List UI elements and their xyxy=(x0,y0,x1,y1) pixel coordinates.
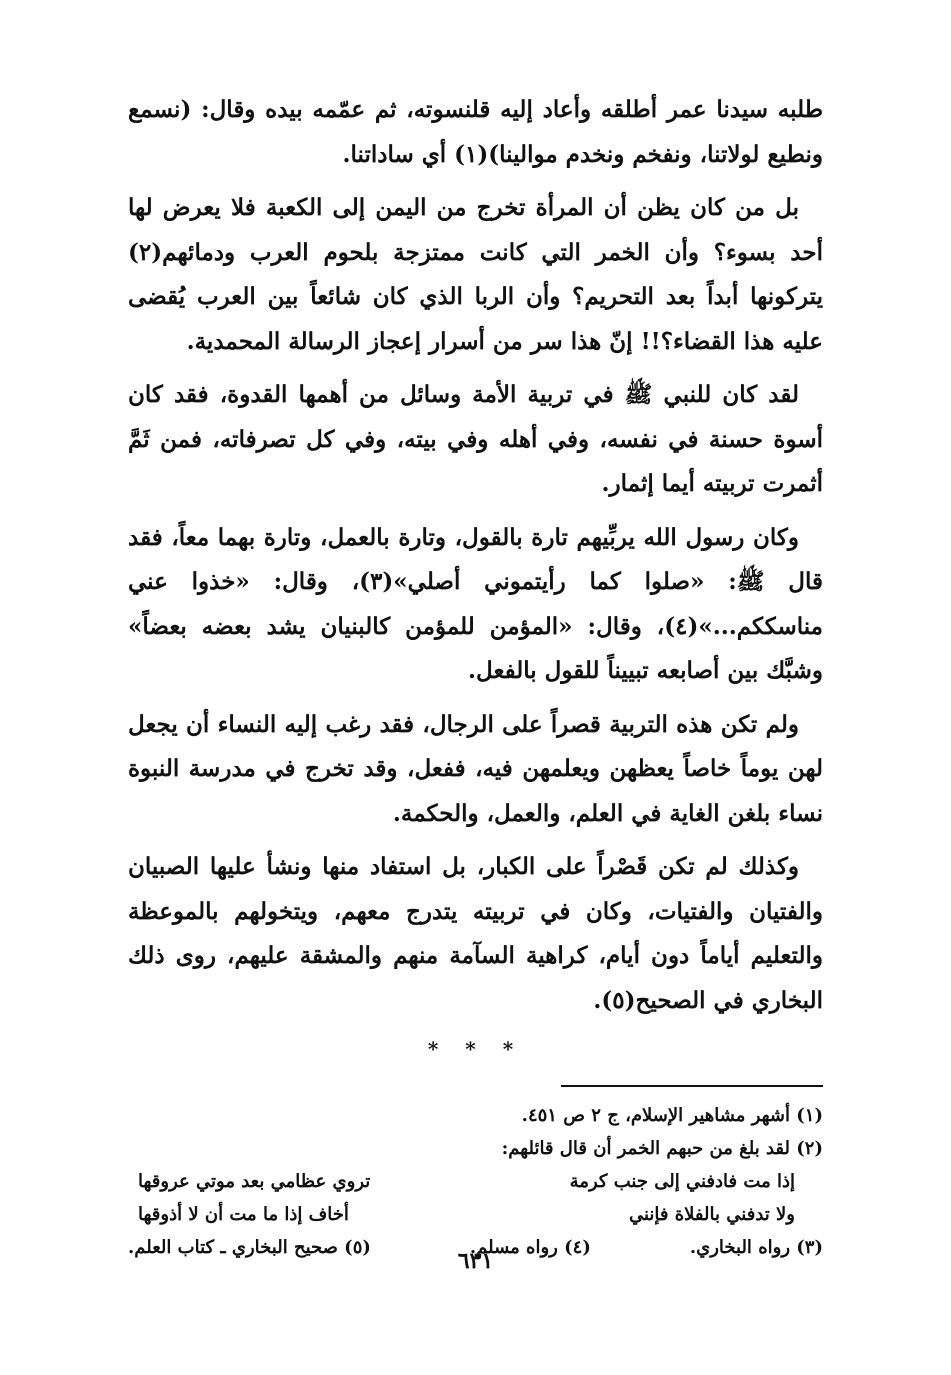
verse-1-second-hemistich: تروي عظامي بعد موتي عروقها xyxy=(138,1171,371,1192)
footnote-1: (١) أشهر مشاهير الإسلام، ج ٢ ص ٤٥١. xyxy=(521,1105,823,1126)
verse-2-first-hemistich: ولا تدفني بالفلاة فإنني xyxy=(628,1204,795,1225)
footnote-2: (٢) لقد بلغ من حبهم الخمر أن قال قائلهم: xyxy=(501,1138,823,1159)
verse-2-second-hemistich: أخاف إذا ما مت أن لا أذوقها xyxy=(138,1204,349,1225)
paragraph-2: بل من كان يظن أن المرأة تخرج من اليمن إلى الكعبة فلا يعرض لها أحد بسوء؟ وأن الخمر التي كانت ممتزجة بلحوم العرب ودمائهم(٢) يتركونها أبداً بعد التحريم؟ وأن الربا الذي كان شائعاً بين العرب يُقضى عليه هذا القضاء؟!! إنّ هذا سر من أسرار إعجاز الرسالة المحمدية. xyxy=(128,194,823,355)
page-body xyxy=(128,88,823,1264)
verse-line-1 xyxy=(128,1165,823,1198)
verse-1-first-hemistich: إذا مت فادفني إلى جنب كرمة xyxy=(569,1171,795,1192)
section-separator: * * * xyxy=(427,1037,524,1061)
footnote-3: (٣) رواه البخاري. xyxy=(689,1237,823,1258)
footnote-divider xyxy=(561,1085,823,1087)
paragraph-3: لقد كان للنبي ﷺ في تربية الأمة وسائل من أهمها القدوة، فقد كان أسوة حسنة في نفسه، وفي أهله وفي بيته، وفي كل تصرفاته، فمن ثَمَّ أثمرت تربيته أيما إثمار. xyxy=(128,381,823,497)
paragraph-1: طلبه سيدنا عمر أطلقه وأعاد إليه قلنسوته، ثم عمّمه بيده وقال: (نسمع ونطيع لولاتنا، ونفخم ونخدم موالينا)(١) أي ساداتنا. xyxy=(128,96,823,168)
footnote-5: (٥) صحيح البخاري ـ كتاب العلم. xyxy=(128,1237,371,1258)
footnotes xyxy=(128,1099,823,1264)
page-number: ٦٣١ xyxy=(457,1248,494,1274)
footnote-4: (٤) رواه مسلم. xyxy=(469,1237,591,1258)
verse-line-2 xyxy=(128,1198,823,1231)
paragraph-6: وكذلك لم تكن قَصْراً على الكبار، بل استفاد منها ونشأ عليها الصبيان والفتيان والفتيات، وكان في تربيته يتدرج معهم، ويتخولهم بالموعظة والتعليم أياماً دون أيام، كراهية السآمة منهم والمشقة عليهم، روى ذلك البخاري في الصحيح(٥). xyxy=(128,853,823,1014)
paragraph-4: وكان رسول الله يربِّيهم تارة بالقول، وتارة بالعمل، وتارة بهما معاً، فقد قال ﷺ: «صلوا كما رأيتموني أصلي»(٣)، وقال: «خذوا عني مناسككم...»(٤)، وقال: «المؤمن للمؤمن كالبنيان يشد بعضه بعضاً» وشبَّك بين أصابعه تبييناً للقول بالفعل. xyxy=(128,523,823,684)
paragraph-5: ولم تكن هذه التربية قصراً على الرجال، فقد رغب إليه النساء أن يجعل لهن يوماً خاصاً يعظهن ويعلمهن فيه، ففعل، وقد تخرج في مدرسة النبوة نساء بلغن الغاية في العلم، والعمل، والحكمة. xyxy=(128,710,823,827)
